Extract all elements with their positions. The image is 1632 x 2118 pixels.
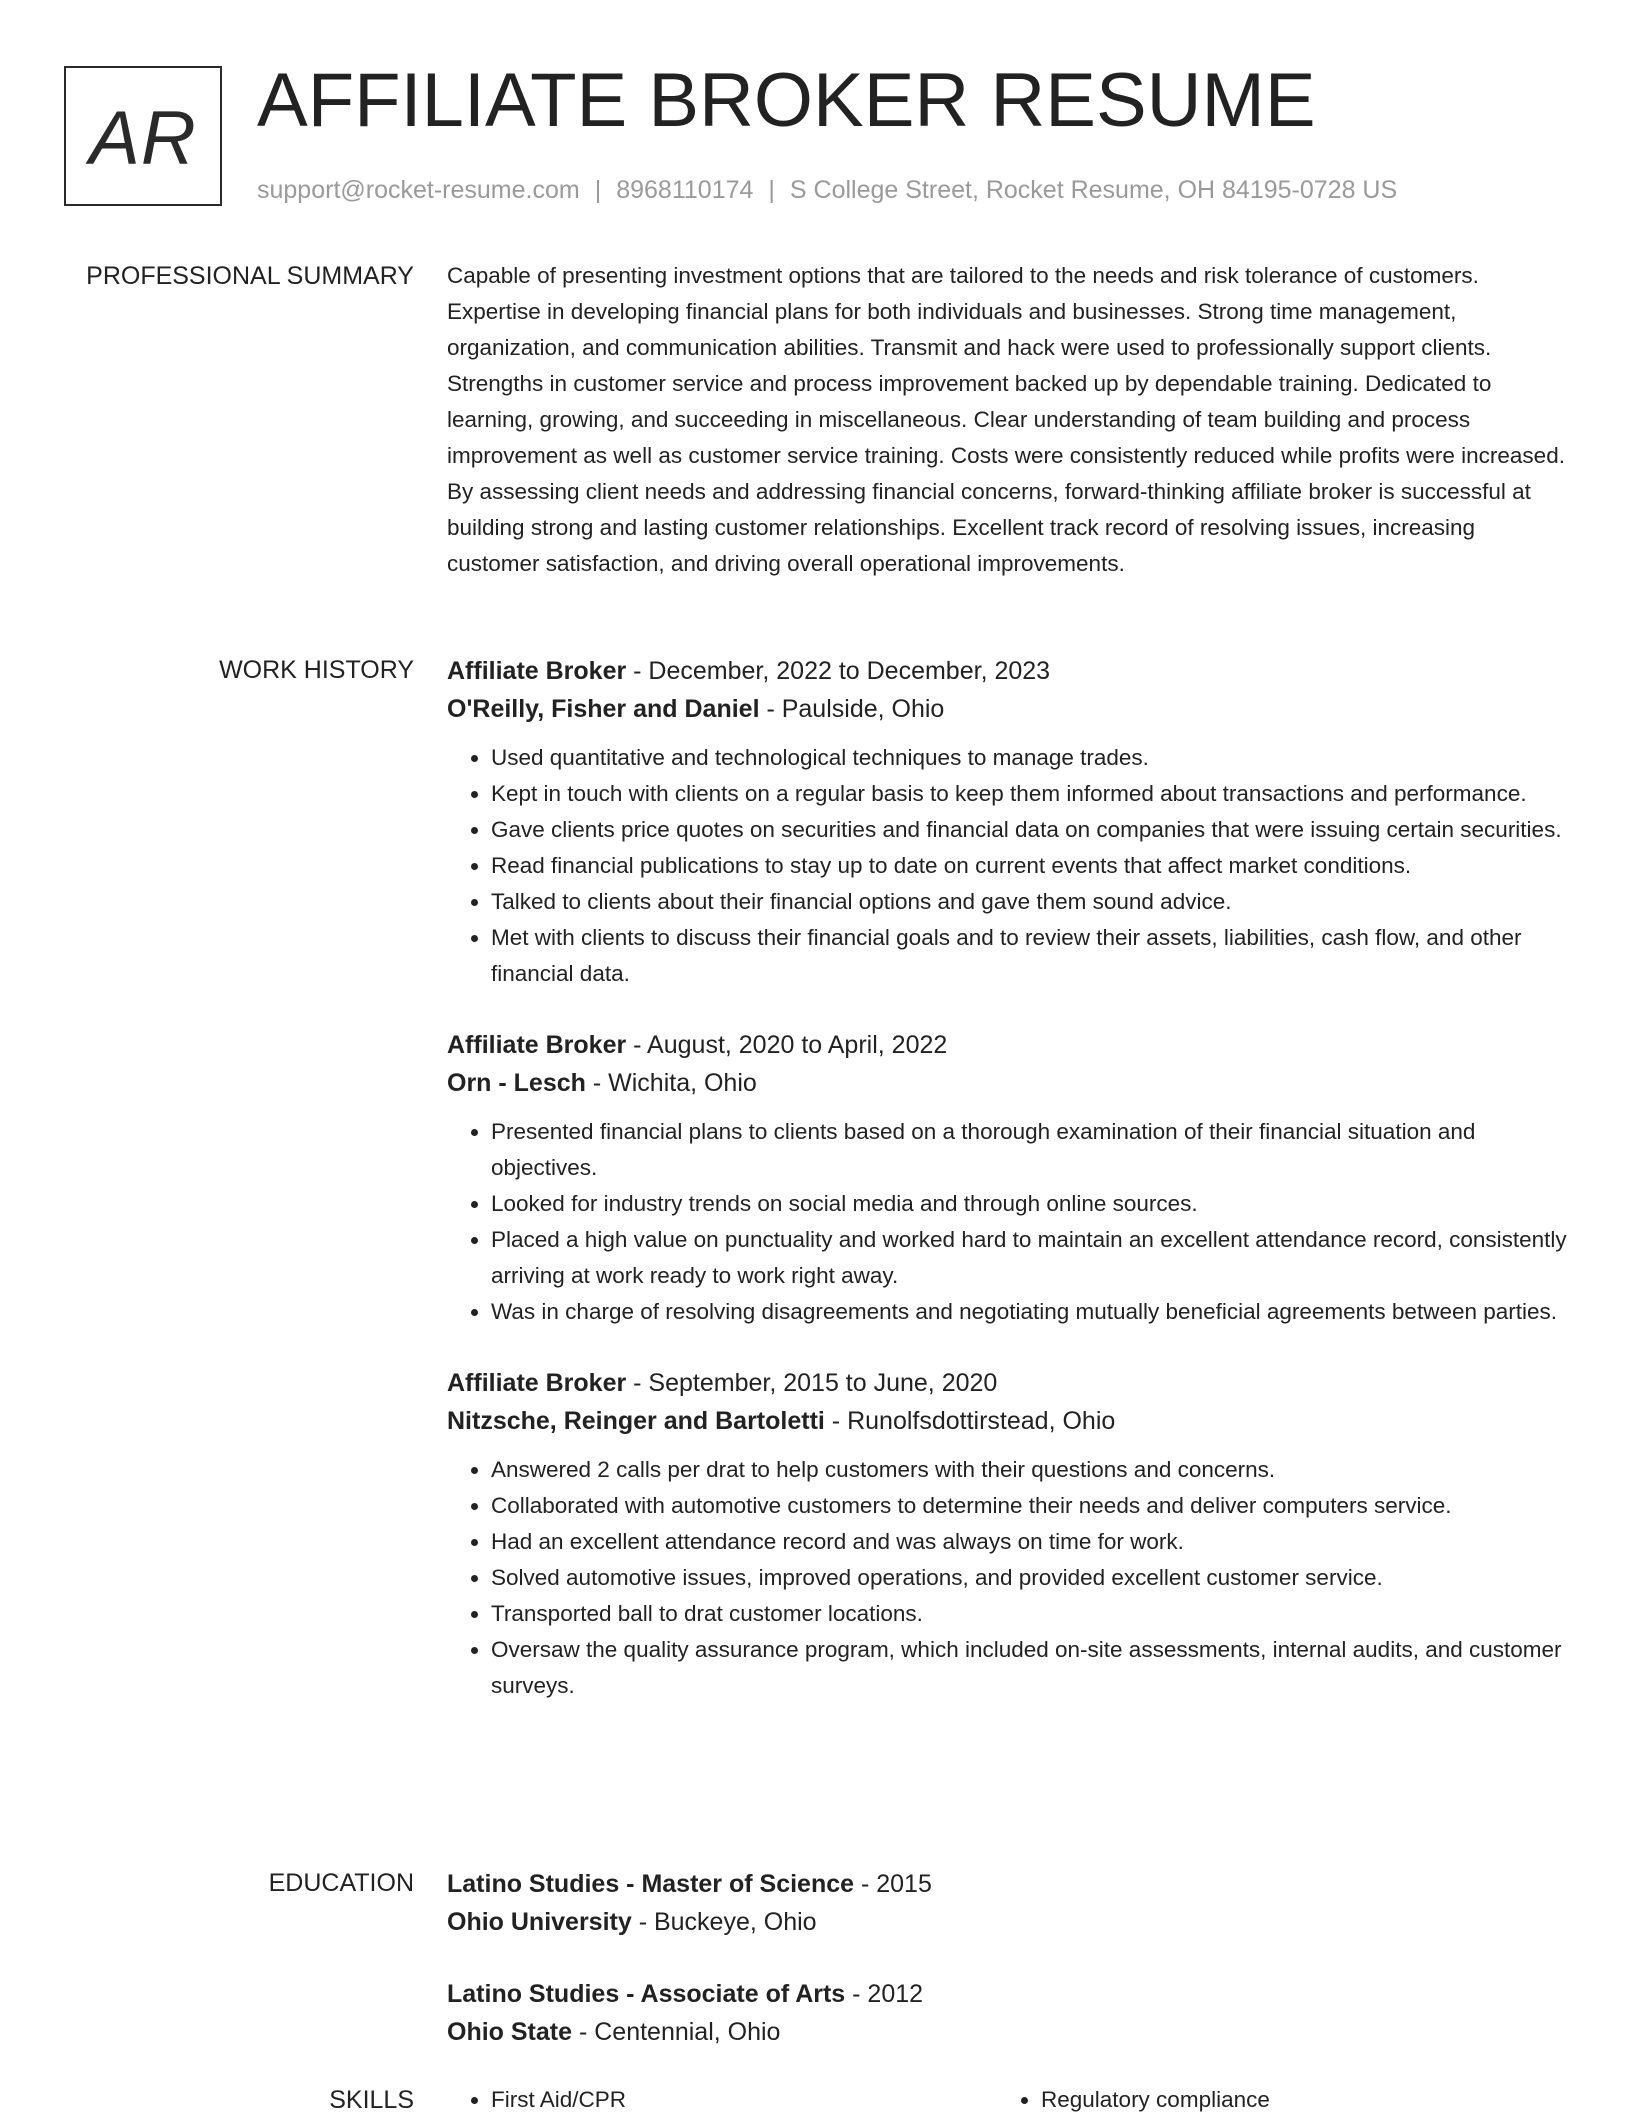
degree-year: - 2012 — [845, 1980, 924, 2008]
school-location: - Centennial, Ohio — [572, 2018, 781, 2046]
job-entry — [447, 1026, 1567, 1330]
monogram-initials: AR — [89, 95, 197, 181]
job-entry — [447, 652, 1567, 992]
list-item: • Placed a high value on punctuality and worked hard to maintain an excellent attendance record, consistently arriving at work ready to work right away. — [491, 1222, 1567, 1294]
school-location: - Buckeye, Ohio — [631, 1908, 817, 1936]
skills-body — [447, 2082, 1567, 2118]
school: Ohio University — [447, 1908, 632, 1936]
section-label-summary: PROFESSIONAL SUMMARY — [86, 262, 414, 290]
list-item: • Met with clients to discuss their financial goals and to review their assets, liabilities, cash flow, and other financial data. — [491, 920, 1567, 992]
degree-line — [447, 1975, 1567, 2013]
list-item: • Was in charge of resolving disagreements and negotiating mutually beneficial agreements between parties. — [491, 1294, 1567, 1330]
list-item: • Looked for industry trends on social media and through online sources. — [491, 1186, 1567, 1222]
job-bullets — [447, 1114, 1567, 1330]
job-title-line — [447, 1364, 1567, 1402]
section-label-education: EDUCATION — [268, 1869, 414, 1897]
list-item: • Transported ball to drat customer locations. — [491, 1596, 1567, 1632]
degree-year: - 2015 — [854, 1870, 932, 1898]
skills-list-left — [447, 2082, 997, 2118]
list-item: • Talked to clients about their financial options and gave them sound advice. — [491, 884, 1567, 920]
contact-phone: 8968110174 — [616, 176, 754, 204]
list-item: • Read financial publications to stay up to date on current events that affect market conditions. — [491, 848, 1567, 884]
degree: Latino Studies - Associate of Arts — [447, 1980, 846, 2008]
summary-text: Capable of presenting investment options that are tailored to the needs and risk tolerance of customers. Expertise in developing financial plans for both individuals and businesses. Strong time management, organization, and communication abilities. Transmit and hack were used to professionally support clients. Strengths in customer service and process improvement backed up by dependable training. Dedicated to learning, growing, and succeeding in miscellaneous. Clear understanding of team building and process improvement as well as customer service training. Costs were consistently reduced while profits were increased. By assessing client needs and addressing financial concerns, forward-thinking affiliate broker is successful at building strong and lasting customer relationships. Excellent track record of resolving issues, increasing customer satisfaction, and driving overall operational improvements. — [447, 263, 1565, 576]
job-title: Affiliate Broker — [447, 657, 627, 685]
education-entry — [447, 1975, 1567, 2051]
degree: Latino Studies - Master of Science — [447, 1870, 855, 1898]
list-item: • First Aid/CPR — [491, 2082, 997, 2118]
section-label-skills: SKILLS — [329, 2086, 414, 2114]
work-body — [447, 652, 1567, 1738]
school: Ohio State — [447, 2018, 573, 2046]
list-item: • Gave clients price quotes on securities and financial data on companies that were issuing certain securities. — [491, 812, 1567, 848]
job-title-line — [447, 1026, 1567, 1064]
education-body — [447, 1865, 1567, 2085]
degree-line — [447, 1865, 1567, 1903]
summary-body — [447, 258, 1567, 582]
education-entry — [447, 1865, 1567, 1941]
list-item: • Kept in touch with clients on a regular basis to keep them informed about transactions and performance. — [491, 776, 1567, 812]
job-company-line — [447, 690, 1567, 728]
job-bullets — [447, 1452, 1567, 1704]
job-dates: - August, 2020 to April, 2022 — [626, 1031, 948, 1059]
job-location: - Paulside, Ohio — [759, 695, 945, 723]
skills-list-right — [997, 2082, 1547, 2118]
job-company-line — [447, 1402, 1567, 1440]
school-line — [447, 2013, 1567, 2051]
contact-address: S College Street, Rocket Resume, OH 84195-0728 US — [789, 176, 1398, 204]
resume-title: AFFILIATE BROKER RESUME — [257, 58, 1316, 143]
list-item: • Oversaw the quality assurance program, which included on-site assessments, internal audits, and customer surveys. — [491, 1632, 1567, 1704]
job-location: - Wichita, Ohio — [585, 1069, 757, 1097]
job-title: Affiliate Broker — [447, 1031, 627, 1059]
job-title-line — [447, 652, 1567, 690]
list-item: • Collaborated with automotive customers to determine their needs and deliver computers service. — [491, 1488, 1567, 1524]
monogram-box — [64, 66, 222, 206]
section-label-work: WORK HISTORY — [219, 656, 414, 684]
list-item: • Solved automotive issues, improved operations, and provided excellent customer service. — [491, 1560, 1567, 1596]
job-dates: - December, 2022 to December, 2023 — [626, 657, 1051, 685]
job-dates: - September, 2015 to June, 2020 — [626, 1369, 998, 1397]
list-item: • Regulatory compliance — [1041, 2082, 1547, 2118]
list-item: • Presented financial plans to clients based on a thorough examination of their financial situation and objectives. — [491, 1114, 1567, 1186]
contact-line — [257, 172, 1397, 208]
job-company: Nitzsche, Reinger and Bartoletti — [447, 1407, 825, 1435]
job-location: - Runolfsdottirstead, Ohio — [824, 1407, 1116, 1435]
contact-email: support@rocket-resume.com — [257, 176, 580, 204]
skills-columns — [447, 2082, 1567, 2118]
job-company: Orn - Lesch — [447, 1069, 586, 1097]
contact-separator: | — [768, 176, 775, 204]
list-item: • Used quantitative and technological techniques to manage trades. — [491, 740, 1567, 776]
school-line — [447, 1903, 1567, 1941]
list-item: • Had an excellent attendance record and was always on time for work. — [491, 1524, 1567, 1560]
job-company-line — [447, 1064, 1567, 1102]
job-entry — [447, 1364, 1567, 1704]
job-title: Affiliate Broker — [447, 1369, 627, 1397]
job-company: O'Reilly, Fisher and Daniel — [447, 695, 760, 723]
contact-separator: | — [594, 176, 602, 204]
job-bullets — [447, 740, 1567, 992]
list-item: • Answered 2 calls per drat to help customers with their questions and concerns. — [491, 1452, 1567, 1488]
